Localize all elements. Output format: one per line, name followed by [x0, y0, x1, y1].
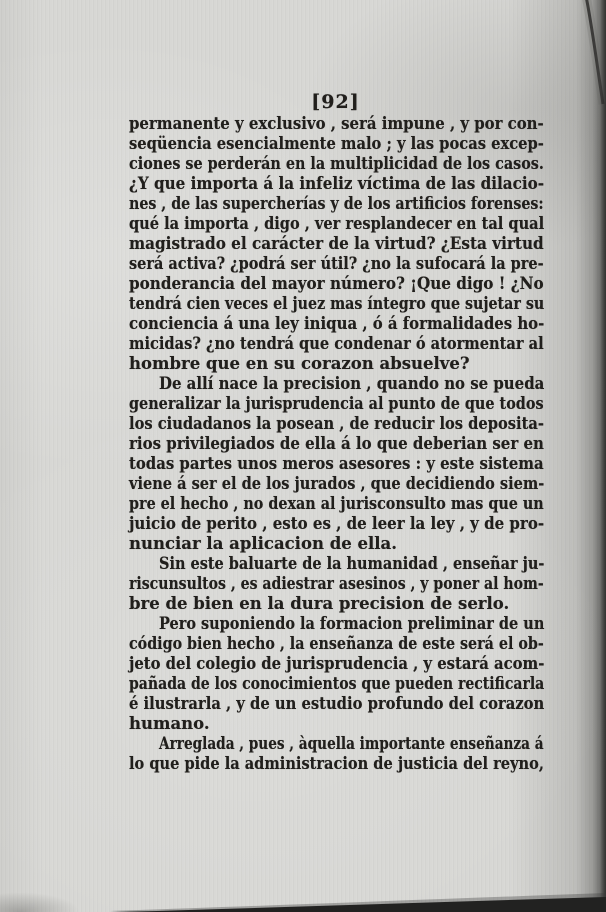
text-line: pañada de los conocimientos que pueden rectificarla [129, 674, 545, 693]
text-line: Arreglada , pues , àquella importante enseñanza á [159, 734, 544, 753]
text-line: riscunsultos , es adiestrar asesinos , y poner al hom- [129, 574, 544, 593]
text-line: bre de bien en la dura precision de serlo. [129, 594, 510, 613]
text-line: qué la importa , digo , ver resplandecer en tal qual [129, 214, 545, 233]
text-block [129, 114, 544, 774]
text-line: permanente y exclusivo , será impune , y por con- [129, 114, 544, 133]
text-line: juicio de perito , esto es , de leer la ley , y de pro- [129, 514, 545, 533]
text-line: ¿Y que importa á la infeliz víctima de las dilacio- [129, 174, 545, 193]
text-line: De allí nace la precision , quando no se pueda [159, 374, 545, 393]
page-number: [92] [311, 91, 360, 113]
text-line: generalizar la jurisprudencia al punto de que todos [129, 394, 544, 413]
text-line: seqüencia esencialmente malo ; y las pocas excep- [129, 134, 544, 153]
text-line: conciencia á una ley iniqua , ó á formalidades ho- [129, 314, 545, 333]
text-line: lo que pide la administracion de justicia del reyno, [129, 754, 544, 773]
text-line: tendrá cien veces el juez mas íntegro que sujetar su [129, 294, 545, 313]
text-line: nunciar la aplicacion de ella. [129, 534, 397, 553]
bottom-left-smudge [0, 892, 80, 912]
text-line: viene á ser el de los jurados , que decidiendo siem- [129, 474, 545, 493]
text-line: pre el hecho , no dexan al jurisconsulto mas que un [129, 494, 544, 513]
text-line: ciones se perderán en la multiplicidad de los casos. [129, 154, 544, 173]
text-line: código bien hecho , la enseñanza de este será el ob- [129, 634, 544, 653]
text-line: todas partes unos meros asesores : y este sistema [129, 454, 544, 473]
text-line: los ciudadanos la posean , de reducir los deposita- [129, 414, 544, 433]
text-line: humano. [129, 714, 210, 733]
text-line: magistrado el carácter de la virtud? ¿Esta virtud [129, 234, 544, 253]
text-line: Sin este baluarte de la humanidad , enseñar ju- [159, 554, 545, 573]
text-line: hombre que en su corazon absuelve? [129, 354, 470, 373]
text-line: Pero suponiendo la formacion preliminar de un [159, 614, 545, 633]
text-line: micidas? ¿no tendrá que condenar ó atormentar al [129, 334, 544, 353]
bottom-edge-shadow [0, 890, 606, 912]
text-line: jeto del colegio de jurisprudencia , y estará acom- [129, 654, 545, 673]
text-line: será activa? ¿podrá ser útil? ¿no la sufocará la pre- [129, 254, 544, 273]
text-line: é ilustrarla , y de un estudio profundo del corazon [129, 694, 545, 713]
top-right-page-curl [576, 0, 606, 110]
text-line: nes , de las supercherías y de los artificios forenses: [129, 194, 544, 213]
right-edge-shadow [593, 0, 606, 912]
text-line: ponderancia del mayor número? ¡Que digo ! ¿No [129, 274, 544, 293]
text-line: rios privilegiados de ella á lo que deberian ser en [129, 434, 544, 453]
